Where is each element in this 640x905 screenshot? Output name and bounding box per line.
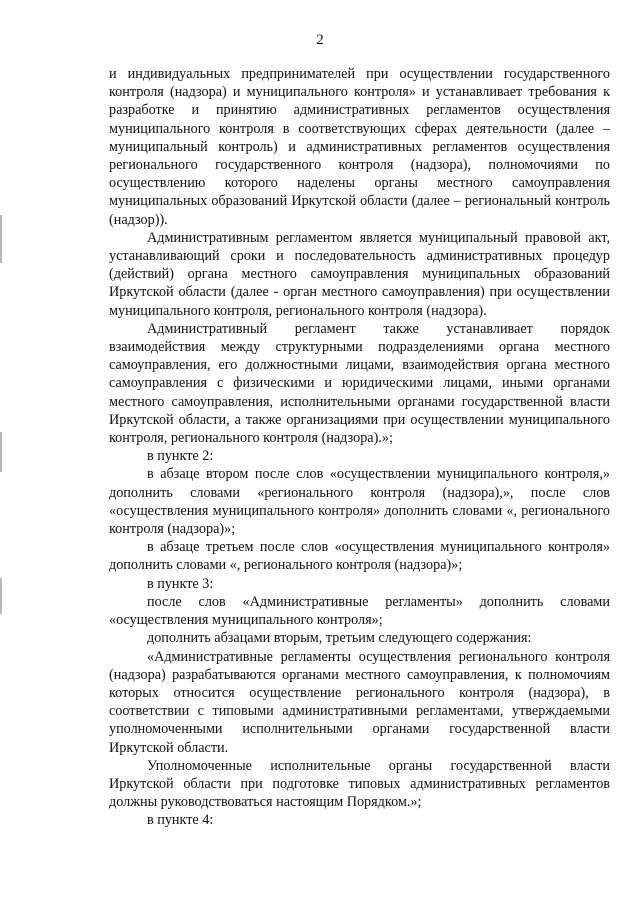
paragraph: в абзаце третьем после слов «осуществления муниципального контроля» дополнить словами «, регионального контроля (надзора)»; xyxy=(109,539,610,574)
paragraph: в пункте 4: xyxy=(147,812,214,829)
paragraph: «Административные регламенты осуществления регионального контроля (надзора) разрабатываются органами местного самоуправления, к полномочиям которых относится осуществление регионального контроля (надзора), в соответствии с типовыми административными регламентами, утверждаемыми уполномоченными исполнительными органами государственной власти Иркутской области. xyxy=(109,648,610,756)
paragraph: дополнить абзацами вторым, третьим следующего содержания: xyxy=(147,630,532,647)
paragraph: в пункте 2: xyxy=(147,448,214,465)
paragraph: Уполномоченные исполнительные органы государственной власти Иркутской области при подготовке типовых административных регламентов должны руководствоваться настоящим Порядком.»; xyxy=(109,757,610,811)
scan-edge-mark xyxy=(0,578,2,614)
document-body xyxy=(109,65,610,830)
scan-edge-mark xyxy=(0,432,2,472)
paragraph: Административный регламент также устанавливает порядок взаимодействия между структурными подразделениями органа местного самоуправления, его должностными лицами, взаимодействия органа местного самоуправления с физическими и юридическими лицами, иными органами местного самоуправления, исполнительными органами государственной власти Иркутской области, а также организациями при осуществлении муниципального контроля, регионального контроля (надзора).»; xyxy=(109,320,610,447)
scan-edge-mark xyxy=(0,215,2,263)
paragraph: Административным регламентом является муниципальный правовой акт, устанавливающий сроки и последовательность административных процедур (действий) органа местного самоуправления муниципальных образований Иркутской области (далее - орган местного самоуправления) при осуществлении муниципального контроля, регионального контроля (надзора). xyxy=(109,229,610,319)
page-number: 2 xyxy=(316,32,324,48)
paragraph: в абзаце втором после слов «осуществлении муниципального контроля,» дополнить словами «регионального контроля (надзора),», после слов «осуществления муниципального контроля» дополнить словами «, регионального контроля (надзора)»; xyxy=(109,466,610,538)
paragraph: после слов «Административные регламенты» дополнить словами «осуществления муниципального контроля»; xyxy=(109,593,610,629)
paragraph: в пункте 3: xyxy=(147,575,214,592)
paragraph: и индивидуальных предпринимателей при осуществлении государственного контроля (надзора) и муниципального контроля» и устанавливает требования к разработке и принятию административных регламентов осуществления муниципального контроля в соответствующих сферах деятельности (далее – муниципальный контроль) и административных регламентов осуществления регионального государственного контроля (надзора), полномочиями по осуществлению которого наделены органы местного самоуправления муниципальных образований Иркутской области (далее – региональный контроль (надзор)). xyxy=(109,66,610,228)
